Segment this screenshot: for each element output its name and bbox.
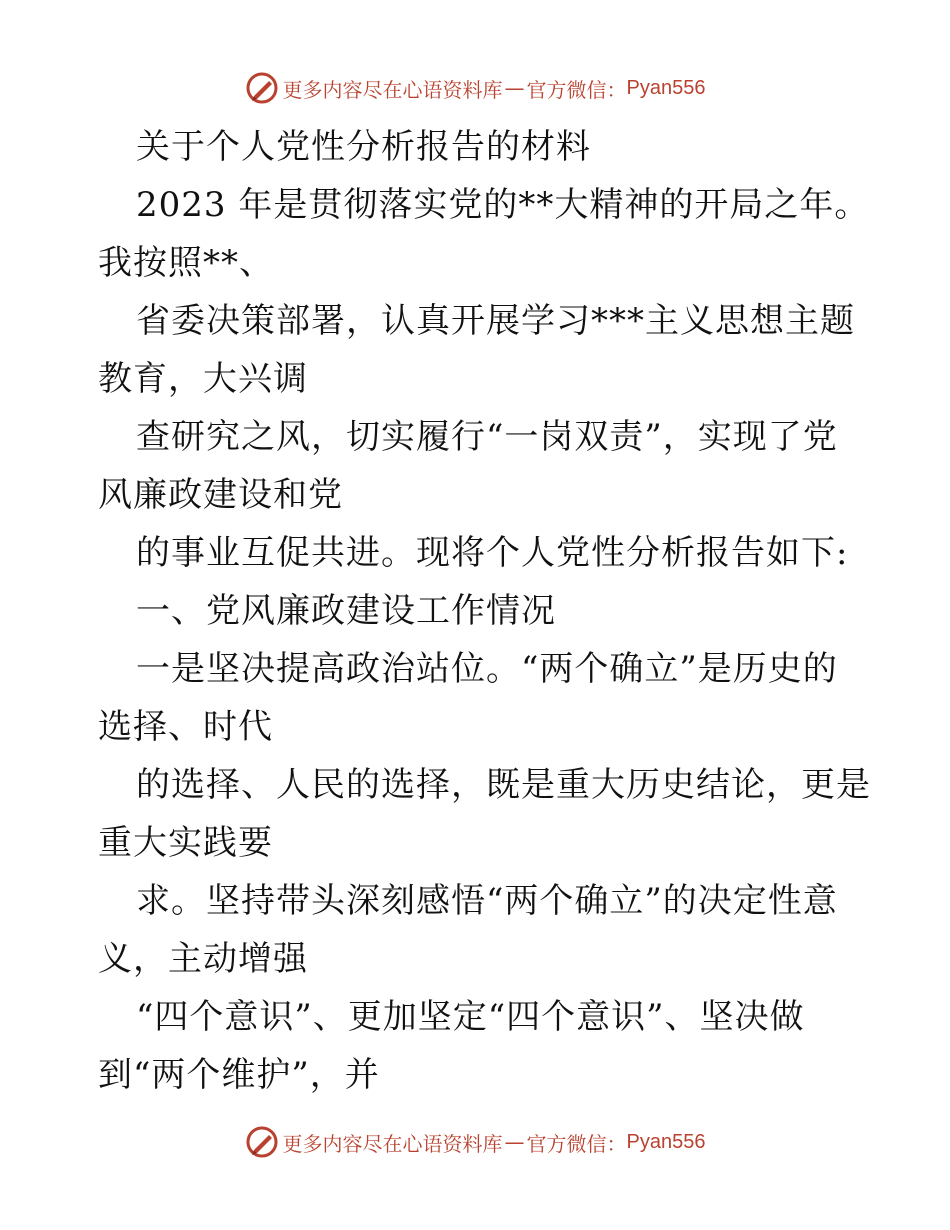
- watermark-text: 更多内容尽在心语资料库: [282, 1131, 503, 1156]
- footer-watermark: [0, 1122, 950, 1162]
- paragraph-line: 一是坚决提高政治站位。“两个确立”是历史的: [136, 649, 838, 689]
- watermark-label: 官方微信：: [526, 1131, 627, 1156]
- paragraph-line: 省委决策部署，认真开展学习***主义思想主题: [136, 301, 855, 341]
- paragraph-line: 到“两个维护”，并: [98, 1055, 380, 1095]
- header-watermark: [0, 68, 950, 108]
- paragraph-line: 风廉政建设和党: [98, 475, 343, 515]
- paragraph-line: 查研究之风，切实履行“一岗双责”，实现了党: [136, 417, 838, 457]
- pen-logo-icon: [245, 71, 279, 105]
- watermark-account: Pyan556: [626, 76, 706, 99]
- section-heading: 一、党风廉政建设工作情况: [136, 591, 556, 631]
- paragraph-line: 求。坚持带头深刻感悟“两个确立”的决定性意: [136, 881, 838, 921]
- watermark-account: Pyan556: [626, 1130, 706, 1153]
- paragraph-line: “四个意识”、更加坚定“四个意识”、坚决做: [136, 997, 805, 1037]
- watermark-text: 更多内容尽在心语资料库: [282, 77, 503, 102]
- watermark-label: 官方微信：: [526, 77, 627, 102]
- paragraph-line: 我按照**、: [98, 243, 274, 283]
- paragraph-line: 重大实践要: [98, 823, 273, 863]
- paragraph-line: 的选择、人民的选择，既是重大历史结论，更是: [136, 765, 871, 805]
- watermark-separator: —: [504, 76, 525, 100]
- paragraph-line: 选择、时代: [98, 707, 273, 747]
- paragraph-line: 教育，大兴调: [98, 359, 308, 399]
- paragraph-line: 2023 年是贯彻落实党的**大精神的开局之年。: [136, 185, 870, 225]
- document-title: 关于个人党性分析报告的材料: [136, 127, 591, 167]
- pen-logo-icon: [245, 1125, 279, 1159]
- paragraph-line: 的事业互促共进。现将个人党性分析报告如下:: [136, 533, 849, 573]
- watermark-separator: —: [504, 1130, 525, 1154]
- paragraph-line: 义，主动增强: [98, 939, 308, 979]
